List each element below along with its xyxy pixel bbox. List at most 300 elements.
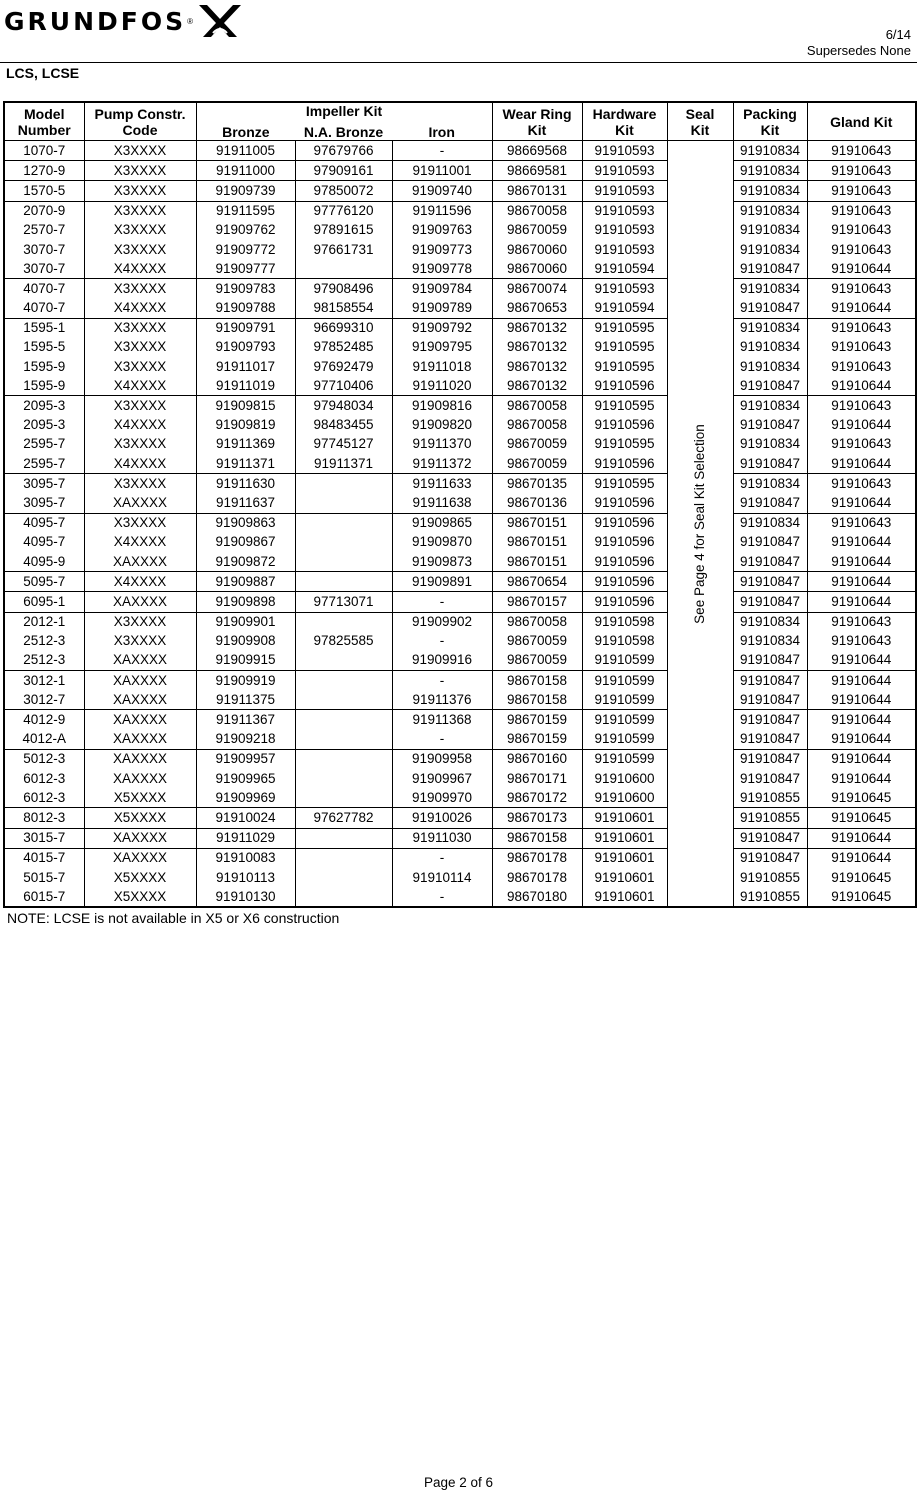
gland-cell: 91910643 (807, 338, 916, 357)
model-number-cell: 4095-7 (23, 534, 66, 550)
bronze-cell: 91911369 (196, 435, 295, 454)
gland-cell: 91910643 (807, 632, 916, 651)
hardware-cell: 91910596 (582, 513, 667, 533)
packing-cell: 91910834 (733, 141, 807, 161)
wear-ring-cell: 98670059 (492, 651, 582, 671)
iron-cell: 91909958 (392, 749, 492, 769)
na-bronze-cell: 97850072 (295, 181, 392, 201)
wear-ring-cell: 98670132 (492, 338, 582, 357)
bronze-cell: 91909791 (196, 318, 295, 338)
packing-cell: 91910834 (733, 338, 807, 357)
seal-kit-note: See Page 4 for Seal Kit Selection (692, 423, 708, 624)
pump-code-cell: X4XXXX (84, 454, 196, 474)
hardware-cell: 91910594 (582, 259, 667, 279)
table-row (4, 632, 916, 651)
packing-cell: 91910847 (733, 533, 807, 552)
pump-code-cell: X3XXXX (84, 318, 196, 338)
model-number-cell: 6015-7 (23, 888, 66, 904)
hardware-cell: 91910594 (582, 299, 667, 319)
gland-cell: 91910644 (807, 454, 916, 474)
table-body (4, 141, 916, 908)
bronze-cell: 91909218 (196, 730, 295, 750)
bronze-cell: 91909739 (196, 181, 295, 201)
iron-cell: 91910026 (392, 808, 492, 828)
col-seal: Seal Kit (667, 102, 733, 141)
iron-cell: 91911018 (392, 357, 492, 376)
bronze-cell: 91909762 (196, 221, 295, 240)
bronze-cell: 91909819 (196, 416, 295, 435)
wear-ring-cell: 98670653 (492, 299, 582, 319)
iron-cell: 91909740 (392, 181, 492, 201)
bronze-cell: 91911019 (196, 376, 295, 396)
gland-cell: 91910643 (807, 513, 916, 533)
pump-code-cell: X5XXXX (84, 887, 196, 907)
packing-cell: 91910834 (733, 221, 807, 240)
table-row (4, 868, 916, 887)
pump-code-cell: X3XXXX (84, 474, 196, 494)
wear-ring-cell: 98670173 (492, 808, 582, 828)
bronze-cell: 91911375 (196, 690, 295, 710)
model-number-cell: 1270-9 (4, 161, 84, 181)
packing-cell: 91910834 (733, 435, 807, 454)
packing-cell: 91910847 (733, 769, 807, 788)
pump-code-cell: X4XXXX (84, 259, 196, 279)
packing-cell: 91910847 (733, 299, 807, 319)
hardware-cell: 91910601 (582, 868, 667, 887)
hardware-cell: 91910596 (582, 592, 667, 612)
pump-code-cell: XAXXXX (84, 592, 196, 612)
table-row (4, 552, 916, 572)
hardware-cell: 91910596 (582, 416, 667, 435)
bronze-cell: 91909957 (196, 749, 295, 769)
model-number-cell: 5012-3 (4, 749, 84, 769)
table-row (4, 572, 916, 592)
packing-cell: 91910834 (733, 513, 807, 533)
col-hardware: Hardware Kit (582, 102, 667, 141)
packing-cell: 91910855 (733, 887, 807, 907)
packing-cell: 91910847 (733, 259, 807, 279)
packing-cell: 91910847 (733, 690, 807, 710)
iron-cell: - (392, 730, 492, 750)
table-row (4, 161, 916, 181)
grundfos-x-icon (197, 3, 243, 39)
na-bronze-cell: 91911371 (295, 454, 392, 474)
iron-cell: 91911020 (392, 376, 492, 396)
pump-code-cell: X3XXXX (84, 396, 196, 416)
pump-code-cell: X3XXXX (84, 279, 196, 299)
page-header-info (807, 27, 911, 59)
gland-cell: 91910645 (807, 887, 916, 907)
iron-cell: 91911376 (392, 690, 492, 710)
na-bronze-cell: 97948034 (295, 396, 392, 416)
iron-cell: 91909967 (392, 769, 492, 788)
pump-code-cell: X3XXXX (84, 221, 196, 240)
table-row (4, 690, 916, 710)
pump-code-cell: X3XXXX (84, 141, 196, 161)
table-row (4, 533, 916, 552)
wear-ring-cell: 98670171 (492, 769, 582, 788)
packing-cell: 91910834 (733, 240, 807, 259)
iron-cell: 91910114 (392, 868, 492, 887)
na-bronze-cell: 97679766 (295, 141, 392, 161)
hardware-cell: 91910593 (582, 161, 667, 181)
gland-cell: 91910643 (807, 240, 916, 259)
model-number-cell: 3070-7 (23, 241, 66, 257)
pump-code-cell: X3XXXX (84, 513, 196, 533)
pump-code-cell: XAXXXX (84, 749, 196, 769)
gland-cell: 91910644 (807, 671, 916, 691)
seal-kit-cell (667, 141, 733, 908)
pump-code-cell: XAXXXX (84, 690, 196, 710)
pump-code-cell: X4XXXX (84, 572, 196, 592)
wear-ring-cell: 98670058 (492, 201, 582, 221)
wear-ring-cell: 98670059 (492, 435, 582, 454)
wear-ring-cell: 98669581 (492, 161, 582, 181)
packing-cell: 91910834 (733, 632, 807, 651)
model-number-cell: 2595-7 (23, 436, 66, 452)
bronze-cell: 91909783 (196, 279, 295, 299)
iron-cell: 91909873 (392, 552, 492, 572)
bronze-cell: 91909815 (196, 396, 295, 416)
na-bronze-cell (295, 671, 392, 691)
table-row (4, 730, 916, 750)
model-number-cell: 5095-7 (4, 572, 84, 592)
na-bronze-cell (295, 730, 392, 750)
na-bronze-cell: 97661731 (295, 240, 392, 259)
iron-cell: 91911372 (392, 454, 492, 474)
model-number-cell: 3095-7 (23, 494, 66, 510)
iron-cell: 91911001 (392, 161, 492, 181)
table-header-row (4, 102, 916, 141)
pump-code-cell: XAXXXX (84, 848, 196, 868)
gland-cell: 91910643 (807, 279, 916, 299)
brand-name: GRUNDFOS (4, 6, 187, 36)
pump-code-cell: X3XXXX (84, 338, 196, 357)
hardware-cell: 91910599 (582, 749, 667, 769)
table-row (4, 376, 916, 396)
iron-cell: 91909784 (392, 279, 492, 299)
iron-cell: 91909816 (392, 396, 492, 416)
gland-cell: 91910645 (807, 868, 916, 887)
na-bronze-cell (295, 612, 392, 632)
model-number-cell: 1595-5 (23, 339, 66, 355)
model-number-cell: 3070-7 (23, 260, 66, 276)
bronze-cell: 91909772 (196, 240, 295, 259)
bronze-cell: 91909887 (196, 572, 295, 592)
wear-ring-cell: 98670058 (492, 416, 582, 435)
gland-cell: 91910644 (807, 710, 916, 730)
model-number-cell: 2570-7 (23, 222, 66, 238)
table-row (4, 435, 916, 454)
supersedes-text: Supersedes None (806, 43, 911, 58)
pump-code-cell: XAXXXX (84, 828, 196, 848)
wear-ring-cell: 98670151 (492, 533, 582, 552)
pump-code-cell: X4XXXX (84, 416, 196, 435)
model-number-cell: 3012-1 (4, 671, 84, 691)
iron-cell: 91911368 (392, 710, 492, 730)
na-bronze-cell: 98158554 (295, 299, 392, 319)
table-row (4, 612, 916, 632)
wear-ring-cell: 98670178 (492, 868, 582, 887)
packing-cell: 91910847 (733, 592, 807, 612)
bronze-cell: 91909915 (196, 651, 295, 671)
packing-cell: 91910847 (733, 730, 807, 750)
table-row (4, 240, 916, 259)
na-bronze-cell (295, 493, 392, 513)
wear-ring-cell: 98670058 (492, 612, 582, 632)
gland-cell: 91910644 (807, 651, 916, 671)
model-number-cell: 8012-3 (4, 808, 84, 828)
col-bronze: Bronze (222, 124, 270, 140)
model-number-cell: 6012-3 (23, 789, 66, 805)
table-row (4, 259, 916, 279)
hardware-cell: 91910601 (582, 828, 667, 848)
model-number-cell: 1595-9 (23, 358, 66, 374)
table-row (4, 181, 916, 201)
table-row (4, 887, 916, 907)
table-row (4, 671, 916, 691)
bronze-cell: 91909898 (196, 592, 295, 612)
bronze-cell: 91910113 (196, 868, 295, 887)
na-bronze-cell (295, 868, 392, 887)
table-row (4, 710, 916, 730)
na-bronze-cell (295, 710, 392, 730)
bronze-cell: 91909901 (196, 612, 295, 632)
iron-cell: 91909916 (392, 651, 492, 671)
iron-cell: 91911596 (392, 201, 492, 221)
hardware-cell: 91910595 (582, 318, 667, 338)
na-bronze-cell: 97909161 (295, 161, 392, 181)
hardware-cell: 91910593 (582, 181, 667, 201)
wear-ring-cell: 98670180 (492, 887, 582, 907)
na-bronze-cell: 97710406 (295, 376, 392, 396)
hardware-cell: 91910593 (582, 279, 667, 299)
iron-cell: 91909778 (392, 259, 492, 279)
wear-ring-cell: 98670158 (492, 690, 582, 710)
iron-cell: 91909865 (392, 513, 492, 533)
gland-cell: 91910643 (807, 201, 916, 221)
packing-cell: 91910855 (733, 868, 807, 887)
wear-ring-cell: 98670654 (492, 572, 582, 592)
col-pump-code: Pump Constr. Code (84, 102, 196, 141)
pump-code-cell: X5XXXX (84, 788, 196, 808)
packing-cell: 91910847 (733, 671, 807, 691)
table-row (4, 338, 916, 357)
model-number-cell: 3095-7 (4, 474, 84, 494)
wear-ring-cell: 98670131 (492, 181, 582, 201)
pump-code-cell: X4XXXX (84, 376, 196, 396)
model-number-cell: 1595-1 (4, 318, 84, 338)
hardware-cell: 91910596 (582, 552, 667, 572)
hardware-cell: 91910595 (582, 357, 667, 376)
packing-cell: 91910834 (733, 474, 807, 494)
wear-ring-cell: 98670060 (492, 259, 582, 279)
na-bronze-cell: 97745127 (295, 435, 392, 454)
packing-cell: 91910847 (733, 552, 807, 572)
model-number-cell: 2595-7 (23, 455, 66, 471)
iron-cell: 91909870 (392, 533, 492, 552)
hardware-cell: 91910596 (582, 533, 667, 552)
model-number-cell: 2095-3 (4, 396, 84, 416)
hardware-cell: 91910601 (582, 887, 667, 907)
na-bronze-cell (295, 513, 392, 533)
iron-cell: - (392, 848, 492, 868)
bronze-cell: 91911029 (196, 828, 295, 848)
pump-code-cell: X3XXXX (84, 612, 196, 632)
hardware-cell: 91910593 (582, 141, 667, 161)
packing-cell: 91910834 (733, 318, 807, 338)
pump-code-cell: X3XXXX (84, 201, 196, 221)
iron-cell: - (392, 632, 492, 651)
wear-ring-cell: 98670178 (492, 848, 582, 868)
model-number-cell: 2512-3 (23, 652, 66, 668)
page-code: 6/14 (885, 27, 911, 42)
gland-cell: 91910644 (807, 749, 916, 769)
pump-code-cell: XAXXXX (84, 493, 196, 513)
model-number-cell: 2012-1 (4, 612, 84, 632)
na-bronze-cell: 96699310 (295, 318, 392, 338)
bronze-cell: 91911005 (196, 141, 295, 161)
col-gland: Gland Kit (807, 102, 916, 141)
packing-cell: 91910847 (733, 828, 807, 848)
na-bronze-cell (295, 788, 392, 808)
table-row (4, 788, 916, 808)
table-row (4, 808, 916, 828)
wear-ring-cell: 98670060 (492, 240, 582, 259)
bronze-cell: 91911017 (196, 357, 295, 376)
table-row (4, 318, 916, 338)
hardware-cell: 91910595 (582, 396, 667, 416)
table-row (4, 201, 916, 221)
hardware-cell: 91910596 (582, 493, 667, 513)
na-bronze-cell (295, 533, 392, 552)
wear-ring-cell: 98669568 (492, 141, 582, 161)
gland-cell: 91910644 (807, 848, 916, 868)
hardware-cell: 91910599 (582, 690, 667, 710)
registered-mark: ® (187, 16, 193, 26)
pump-code-cell: X5XXXX (84, 868, 196, 887)
gland-cell: 91910643 (807, 357, 916, 376)
hardware-cell: 91910601 (582, 848, 667, 868)
table-row (4, 513, 916, 533)
iron-cell: 91911633 (392, 474, 492, 494)
bronze-cell: 91909872 (196, 552, 295, 572)
hardware-cell: 91910598 (582, 612, 667, 632)
packing-cell: 91910847 (733, 416, 807, 435)
construction-note: NOTE: LCSE is not available in X5 or X6 construction (7, 910, 340, 926)
hardware-cell: 91910599 (582, 730, 667, 750)
hardware-cell: 91910593 (582, 201, 667, 221)
gland-cell: 91910644 (807, 769, 916, 788)
iron-cell: - (392, 141, 492, 161)
model-number-cell: 3012-7 (23, 691, 66, 707)
bronze-cell: 91910130 (196, 887, 295, 907)
iron-cell: 91909763 (392, 221, 492, 240)
wear-ring-cell: 98670160 (492, 749, 582, 769)
model-number-cell: 3015-7 (4, 828, 84, 848)
iron-cell: 91911030 (392, 828, 492, 848)
iron-cell: 91909773 (392, 240, 492, 259)
table-row (4, 279, 916, 299)
bronze-cell: 91909919 (196, 671, 295, 691)
hardware-cell: 91910599 (582, 671, 667, 691)
pump-code-cell: X3XXXX (84, 632, 196, 651)
iron-cell: 91911370 (392, 435, 492, 454)
wear-ring-cell: 98670136 (492, 493, 582, 513)
wear-ring-cell: 98670132 (492, 318, 582, 338)
packing-cell: 91910834 (733, 612, 807, 632)
gland-cell: 91910643 (807, 318, 916, 338)
na-bronze-cell (295, 828, 392, 848)
wear-ring-cell: 98670059 (492, 221, 582, 240)
packing-cell: 91910834 (733, 279, 807, 299)
iron-cell: - (392, 671, 492, 691)
wear-ring-cell: 98670132 (492, 357, 582, 376)
iron-cell: 91909789 (392, 299, 492, 319)
packing-cell: 91910847 (733, 572, 807, 592)
packing-cell: 91910847 (733, 376, 807, 396)
gland-cell: 91910645 (807, 808, 916, 828)
na-bronze-cell (295, 572, 392, 592)
model-number-cell: 4070-7 (23, 300, 66, 316)
gland-cell: 91910644 (807, 730, 916, 750)
iron-cell: - (392, 887, 492, 907)
impeller-kit-label: Impeller Kit (305, 103, 383, 119)
bronze-cell: 91911371 (196, 454, 295, 474)
table-row (4, 396, 916, 416)
col-packing: Packing Kit (733, 102, 807, 141)
iron-cell: 91911638 (392, 493, 492, 513)
wear-ring-cell: 98670158 (492, 828, 582, 848)
bronze-cell: 91911630 (196, 474, 295, 494)
hardware-cell: 91910593 (582, 221, 667, 240)
gland-cell: 91910643 (807, 396, 916, 416)
pump-code-cell: XAXXXX (84, 552, 196, 572)
table-row (4, 474, 916, 494)
wear-ring-cell: 98670135 (492, 474, 582, 494)
packing-cell: 91910847 (733, 493, 807, 513)
pump-code-cell: X3XXXX (84, 240, 196, 259)
gland-cell: 91910644 (807, 572, 916, 592)
model-number-cell: 4012-9 (4, 710, 84, 730)
hardware-cell: 91910598 (582, 632, 667, 651)
bronze-cell: 91909793 (196, 338, 295, 357)
bronze-cell: 91910024 (196, 808, 295, 828)
na-bronze-cell: 97908496 (295, 279, 392, 299)
pump-code-cell: X3XXXX (84, 357, 196, 376)
col-wear-ring: Wear Ring Kit (492, 102, 582, 141)
wear-ring-cell: 98670158 (492, 671, 582, 691)
wear-ring-cell: 98670074 (492, 279, 582, 299)
table-row (4, 828, 916, 848)
bronze-cell: 91909867 (196, 533, 295, 552)
bronze-cell: 91911000 (196, 161, 295, 181)
wear-ring-cell: 98670058 (492, 396, 582, 416)
pump-code-cell: XAXXXX (84, 730, 196, 750)
wear-ring-cell: 98670159 (492, 730, 582, 750)
gland-cell: 91910644 (807, 690, 916, 710)
wear-ring-cell: 98670172 (492, 788, 582, 808)
model-number-cell: 1070-7 (4, 141, 84, 161)
packing-cell: 91910834 (733, 201, 807, 221)
hardware-cell: 91910595 (582, 338, 667, 357)
pump-code-cell: XAXXXX (84, 671, 196, 691)
model-number-cell: 4095-9 (23, 553, 66, 569)
gland-cell: 91910644 (807, 552, 916, 572)
packing-cell: 91910855 (733, 808, 807, 828)
na-bronze-cell (295, 769, 392, 788)
table-row (4, 749, 916, 769)
